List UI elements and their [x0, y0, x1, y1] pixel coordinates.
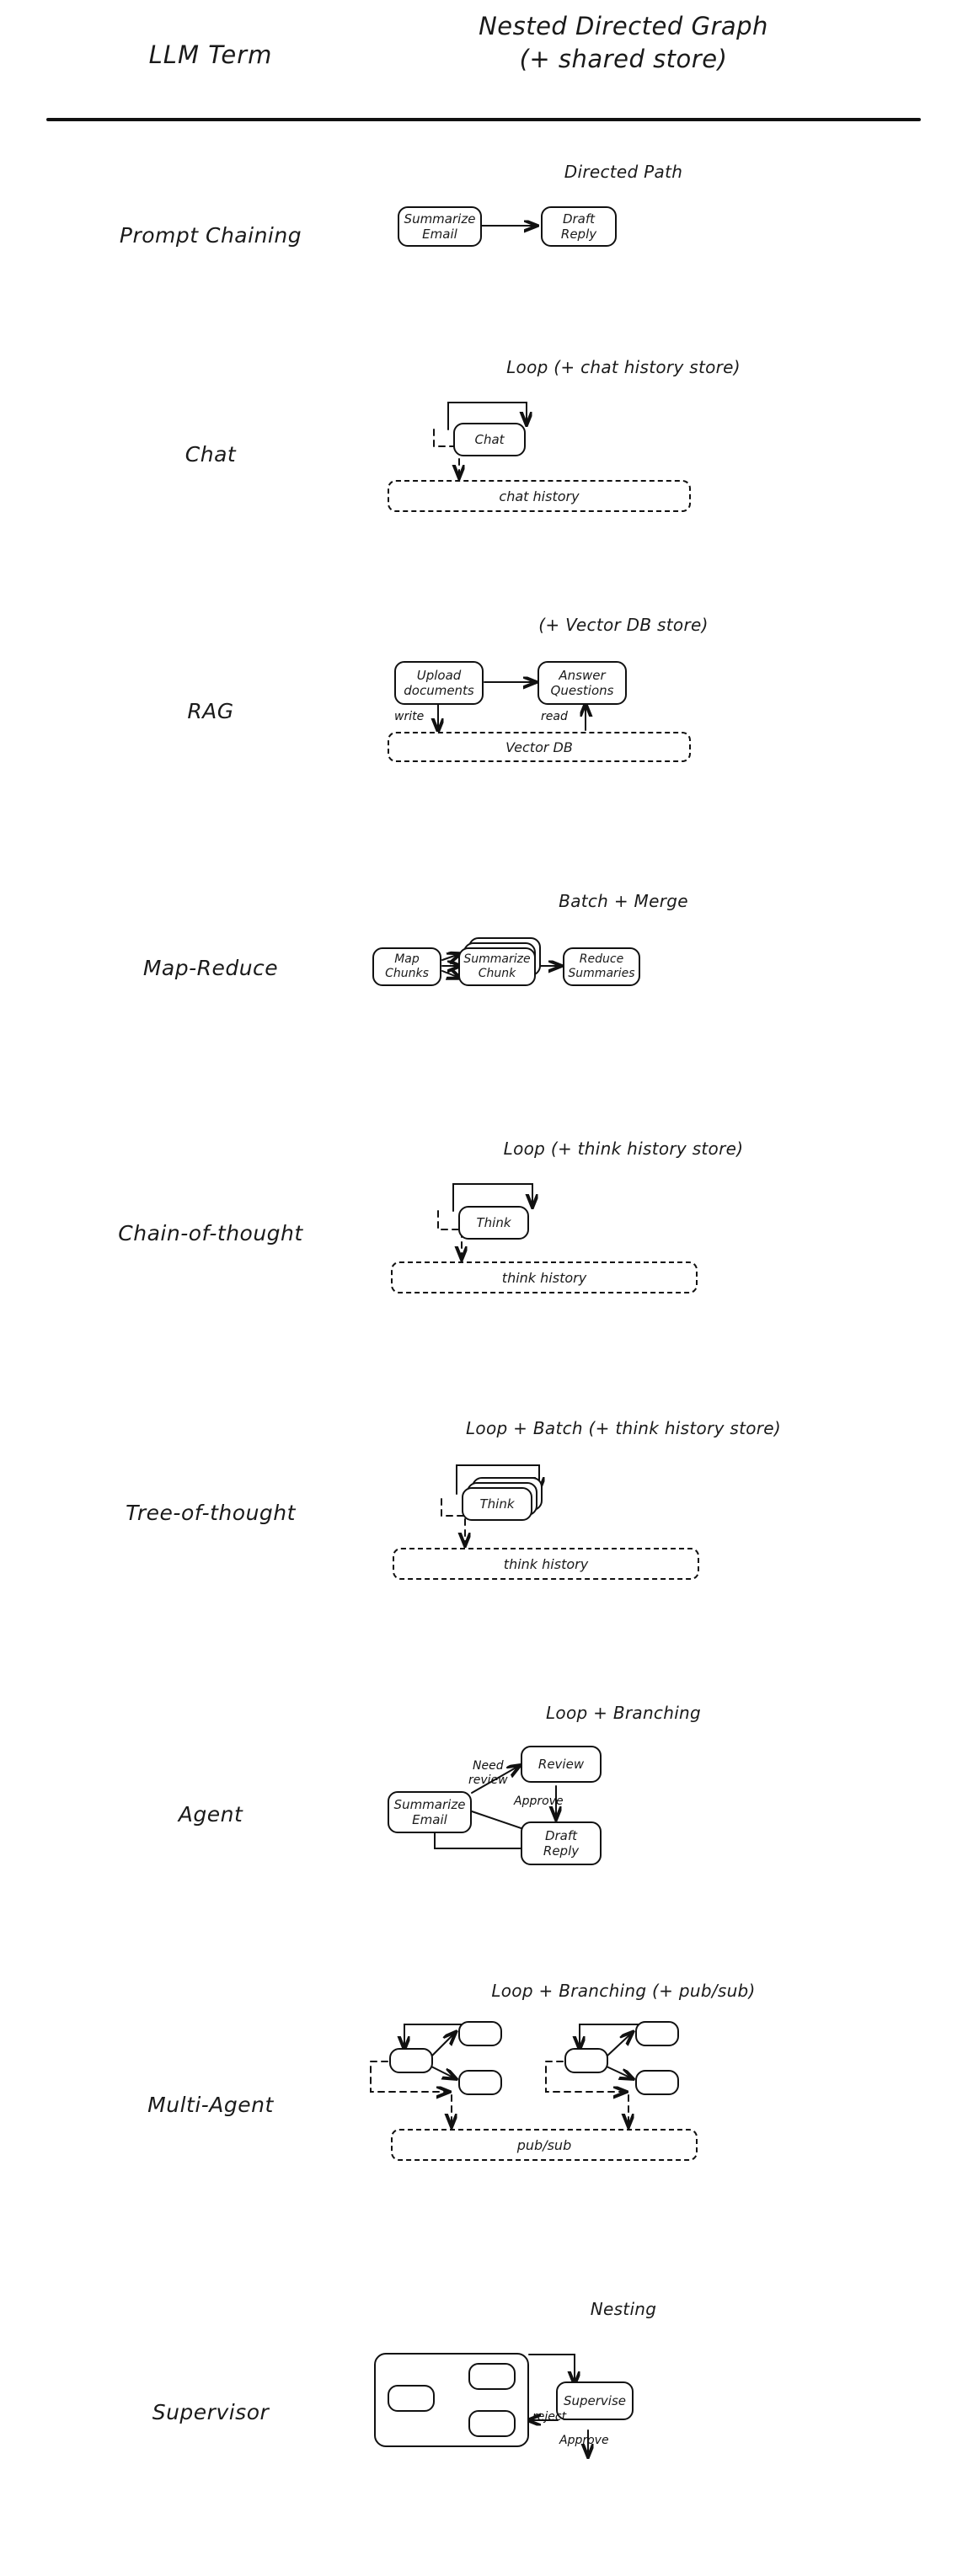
caption-agent: Loop + Branching [545, 1703, 702, 1723]
caption-map-reduce: Batch + Merge [559, 891, 688, 911]
edge-label-approve: Approve [559, 2434, 609, 2447]
node-summarize-email[interactable] [398, 206, 482, 247]
store-think-history[interactable] [393, 1548, 699, 1580]
node-reduce-summaries[interactable] [563, 947, 640, 986]
node-map-chunks[interactable] [372, 947, 441, 986]
row-supervisor [0, 2291, 968, 2568]
header-divider [46, 118, 921, 121]
store-think-history[interactable] [391, 1261, 698, 1293]
row-agent [0, 1684, 968, 1869]
caption-multi-agent: Loop + Branching (+ pub/sub) [491, 1981, 756, 2001]
diagram-multi-agent [354, 2011, 893, 2179]
node-label: Map Chunks [385, 952, 429, 980]
caption-chain-of-thought: Loop (+ think history store) [503, 1139, 744, 1159]
diagram-prompt-chaining [354, 189, 893, 282]
diagram-rag [354, 644, 893, 787]
node-draft-reply[interactable] [541, 206, 617, 247]
node-agent-b3[interactable] [635, 2070, 679, 2095]
store-label: chat history [499, 488, 580, 504]
row-prompt-chaining [0, 143, 968, 248]
edge-label-reject: reject [532, 2410, 567, 2424]
node-agent-a2[interactable] [458, 2021, 502, 2046]
store-label: Vector DB [505, 739, 573, 755]
row-chat [0, 337, 968, 504]
row-chain-of-thought [0, 1120, 968, 1286]
node-label: Summarize Email [404, 211, 476, 242]
diagram-agent [354, 1731, 893, 1899]
node-label: Reduce Summaries [568, 952, 635, 980]
page-header [0, 0, 968, 126]
node-label: Upload documents [404, 668, 474, 698]
header-right-title-line2: (+ shared store) [519, 45, 728, 74]
store-vector-db[interactable] [388, 732, 691, 762]
edge-label-need-review: Need review [468, 1759, 508, 1787]
caption-chat: Loop (+ chat history store) [506, 357, 741, 377]
edge-label-read: read [541, 710, 568, 723]
store-label: pub/sub [516, 2136, 572, 2153]
node-supervise[interactable] [556, 2381, 634, 2420]
node-sub-c[interactable] [468, 2410, 516, 2437]
node-chat[interactable] [453, 423, 526, 456]
caption-rag: (+ Vector DB store) [538, 615, 709, 635]
caption-tree-of-thought: Loop + Batch (+ think history store) [465, 1418, 781, 1438]
row-label-prompt-chaining: Prompt Chaining [119, 223, 302, 248]
row-label-tree-of-thought: Tree-of-thought [126, 1501, 296, 1525]
node-think[interactable] [458, 1206, 529, 1240]
header-right-title [354, 10, 893, 76]
node-agent-b1[interactable] [564, 2048, 608, 2073]
node-review[interactable] [521, 1746, 602, 1783]
row-rag [0, 598, 968, 766]
node-agent-a1[interactable] [389, 2048, 433, 2073]
diagram-supervisor [354, 2329, 893, 2565]
node-label: Summarize Email [393, 1797, 466, 1827]
node-label: Answer Questions [550, 668, 614, 698]
node-summarize-chunk[interactable] [458, 947, 536, 986]
node-label: Chat [474, 432, 505, 447]
store-chat-history[interactable] [388, 480, 691, 512]
edge-label-approve: Approve [514, 1795, 564, 1808]
node-label: Draft Reply [543, 1828, 580, 1859]
row-label-multi-agent: Multi-Agent [147, 2093, 274, 2117]
diagram-chain-of-thought [354, 1167, 893, 1285]
node-agent-b2[interactable] [635, 2021, 679, 2046]
node-sub-a[interactable] [388, 2385, 435, 2412]
node-answer-questions[interactable] [537, 661, 627, 705]
node-label: Supervise [563, 2393, 627, 2408]
node-label: Summarize Chunk [463, 952, 531, 980]
caption-supervisor: Nesting [590, 2299, 657, 2319]
node-summarize-email[interactable] [388, 1791, 472, 1833]
row-label-map-reduce: Map-Reduce [142, 956, 279, 980]
row-tree-of-thought [0, 1398, 968, 1572]
diagram-chat [354, 386, 893, 504]
caption-prompt-chaining: Directed Path [564, 162, 683, 182]
node-sub-b[interactable] [468, 2363, 516, 2390]
header-right-title-line1: Nested Directed Graph [479, 12, 768, 40]
row-label-rag: RAG [187, 699, 234, 723]
row-label-chain-of-thought: Chain-of-thought [118, 1221, 303, 1245]
row-map-reduce [0, 876, 968, 1011]
node-draft-reply[interactable] [521, 1821, 602, 1865]
row-multi-agent [0, 1962, 968, 2156]
edge-label-write: write [394, 710, 425, 723]
node-label: Draft Reply [560, 211, 597, 242]
node-upload-documents[interactable] [394, 661, 484, 705]
store-pubsub[interactable] [391, 2129, 698, 2161]
header-left-title: LLM Term [148, 40, 273, 69]
row-label-supervisor: Supervisor [152, 2400, 270, 2424]
store-label: think history [501, 1269, 587, 1286]
node-agent-a3[interactable] [458, 2070, 502, 2095]
row-label-chat: Chat [185, 442, 237, 467]
node-label: Think [476, 1215, 511, 1230]
node-label: Review [537, 1757, 585, 1772]
store-label: think history [503, 1555, 589, 1572]
row-label-agent: Agent [178, 1802, 243, 1827]
diagram-map-reduce [354, 922, 893, 1023]
node-label: Think [479, 1496, 515, 1512]
diagram-tree-of-thought [354, 1447, 893, 1573]
node-think[interactable] [462, 1487, 532, 1521]
